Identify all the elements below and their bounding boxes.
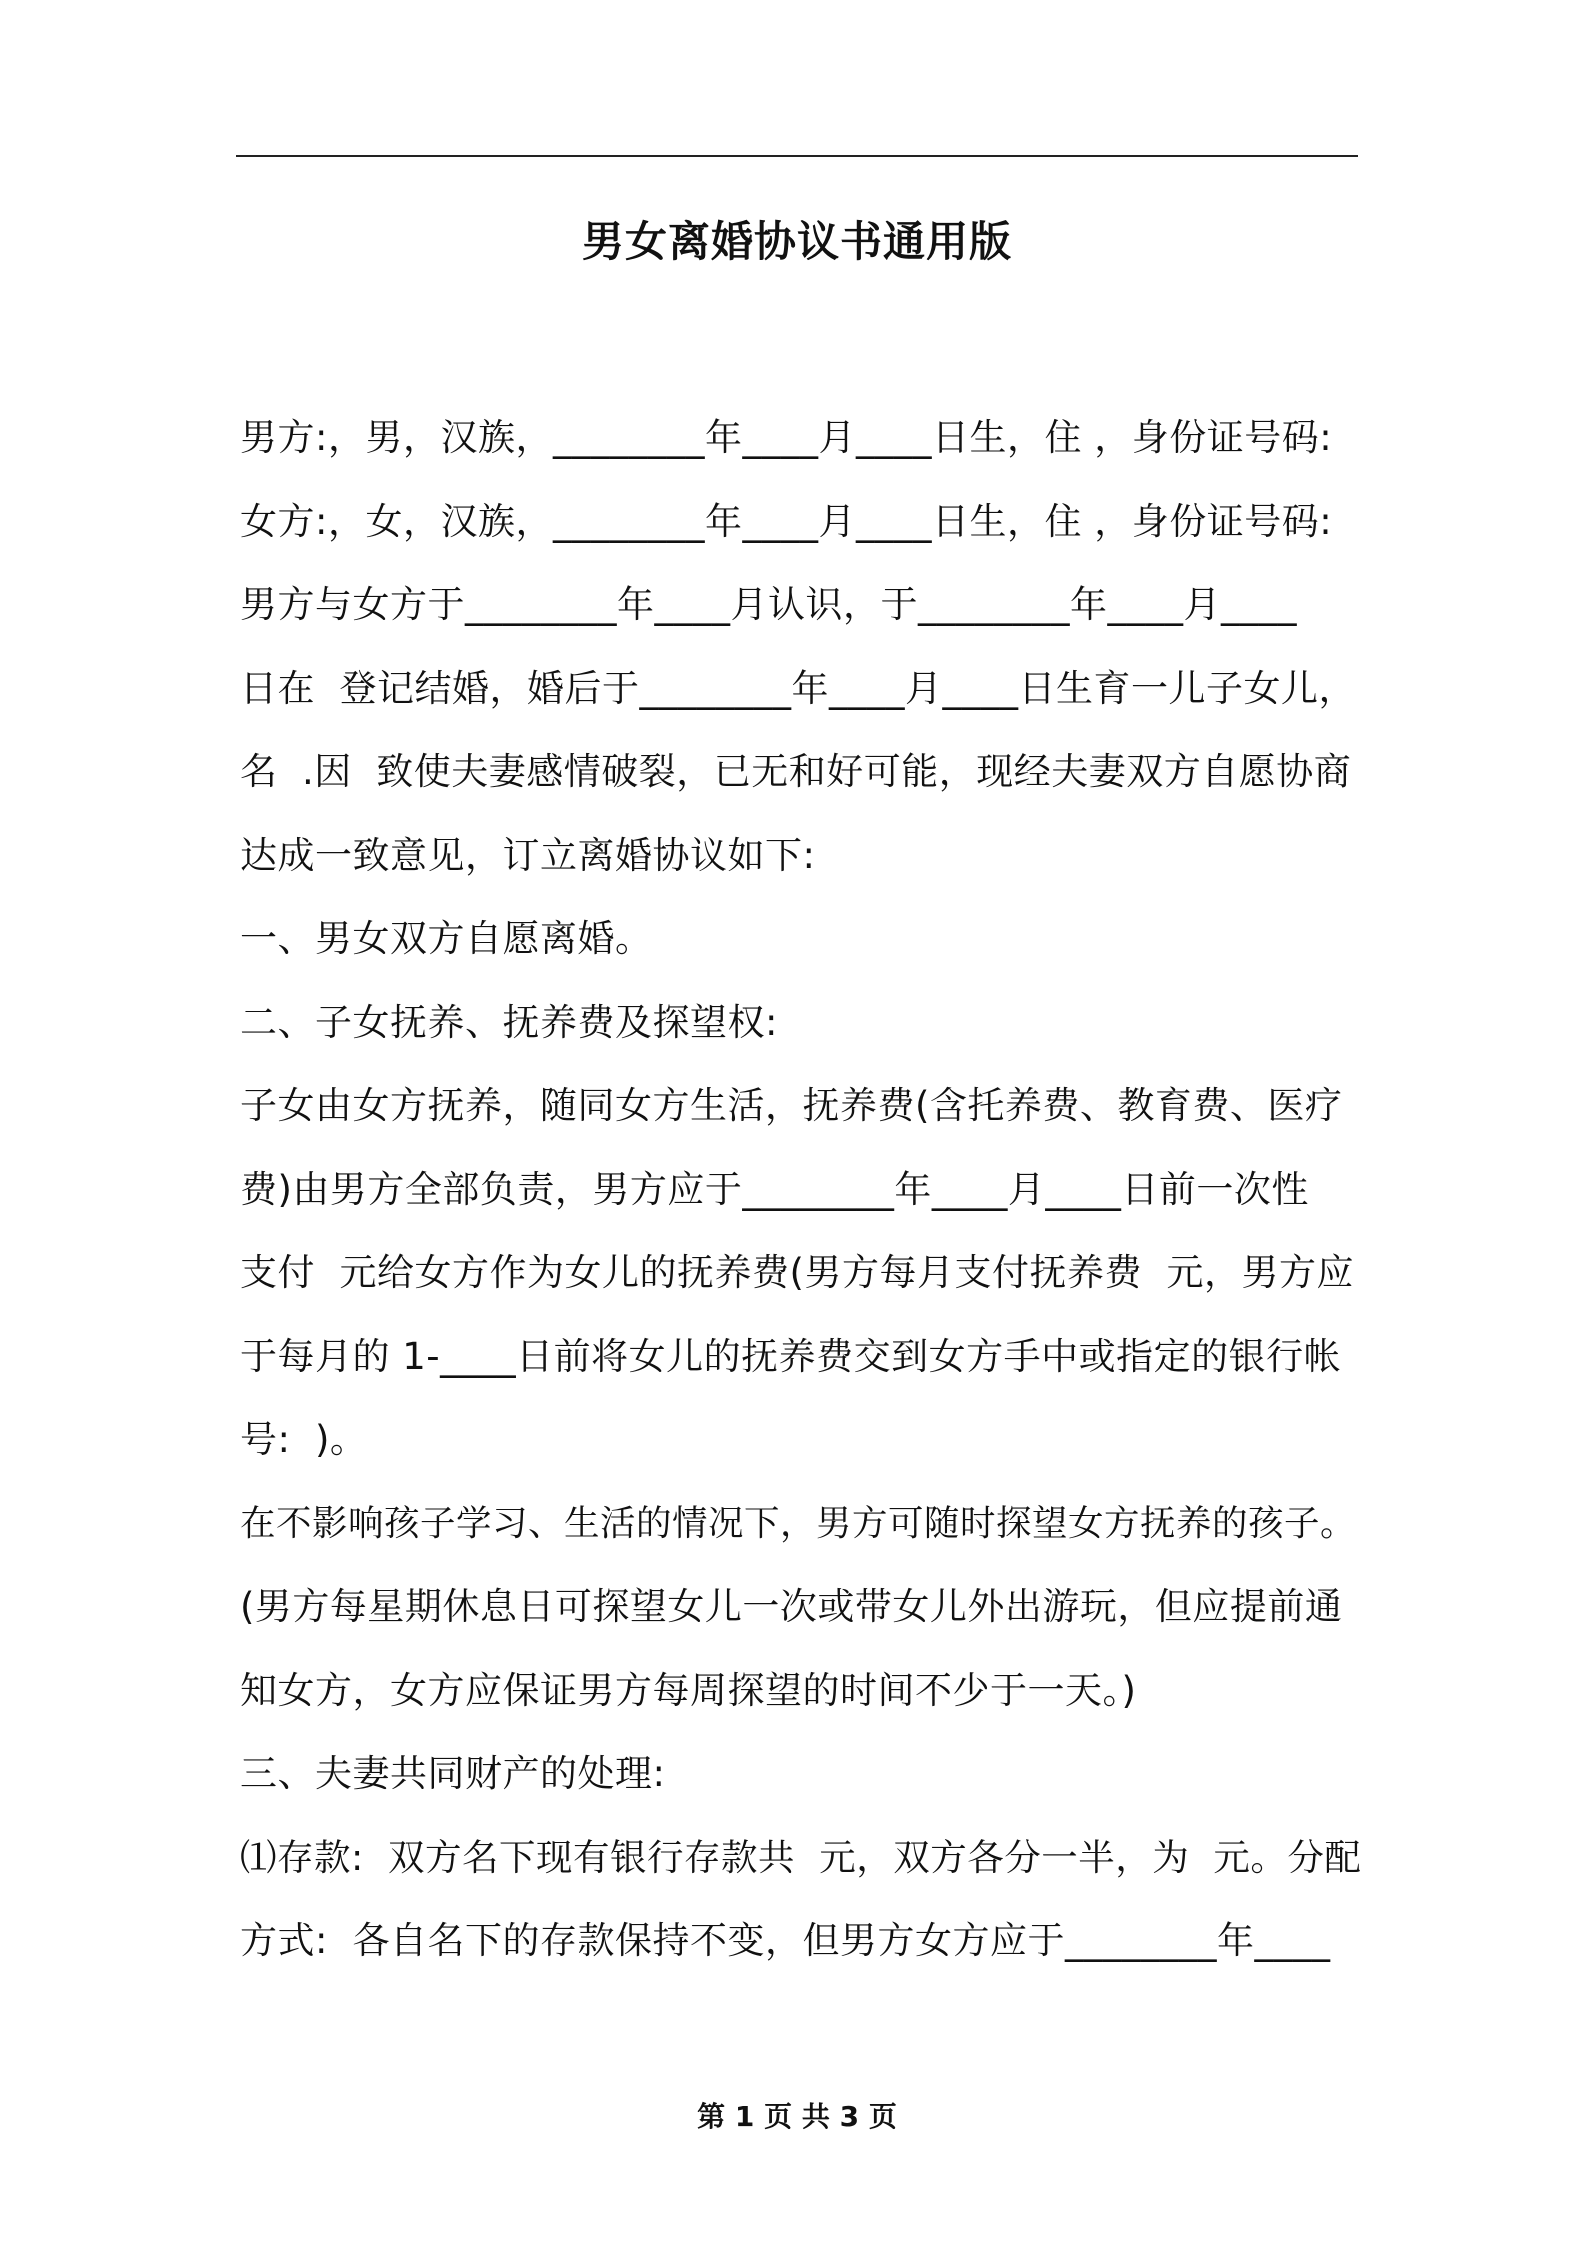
body-line: 支付 元给女方作为女儿的抚养费(男方每月支付抚养费 元，男方应 [240,1251,1354,1294]
body-line: 达成一致意见，订立离婚协议如下: [240,833,816,877]
body-line: 男方与女方于________年____月认识，于________年____月____ [240,583,1297,626]
body-line: 名 .因 致使夫妻感情破裂，已无和好可能，现经夫妻双方自愿协商 [240,750,1352,793]
body-line: 费)由男方全部负责，男方应于________年____月____日前一次性 [240,1167,1309,1211]
page-number: 第 1 页 共 3 页 [697,2100,897,2133]
body-line: 知女方，女方应保证男方每周探望的时间不少于一天。) [240,1668,1137,1712]
body-line: (男方每星期休息日可探望女儿一次或带女儿外出游玩，但应提前通 [240,1585,1343,1628]
document-body [240,403,1360,1990]
section-heading: 一、男女双方自愿离婚。 [240,917,653,960]
body-line: 子女由女方抚养，随同女方生活，抚养费(含托养费、教育费、医疗 [240,1084,1343,1127]
body-line: ⑴存款: 双方名下现有银行存款共 元，双方各分一半，为 元。分配 [240,1835,1362,1879]
body-line: 号: )。 [240,1418,368,1461]
section-heading: 三、夫妻共同财产的处理: [240,1752,666,1795]
body-line: 方式: 各自名下的存款保持不变，但男方女方应于________年____ [240,1919,1331,1962]
body-line: 于每月的 1-____日前将女儿的抚养费交到女方手中或指定的银行帐 [240,1334,1342,1378]
body-line: 在不影响孩子学习、生活的情况下，男方可随时探望女方抚养的孩子。 [240,1502,1357,1544]
body-line: 女方:，女，汉族，________年____月____日生，住 ，身份证号码: [240,499,1333,543]
document-title: 男女离婚协议书通用版 [581,217,1012,266]
body-line: 日在 登记结婚，婚后于________年____月____日生育一儿子女儿， [240,666,1357,710]
section-heading: 二、子女抚养、抚养费及探望权: [240,1000,778,1044]
header-rule [236,155,1358,157]
body-line: 男方:，男，汉族，________年____月____日生，住 ，身份证号码: [240,416,1333,459]
